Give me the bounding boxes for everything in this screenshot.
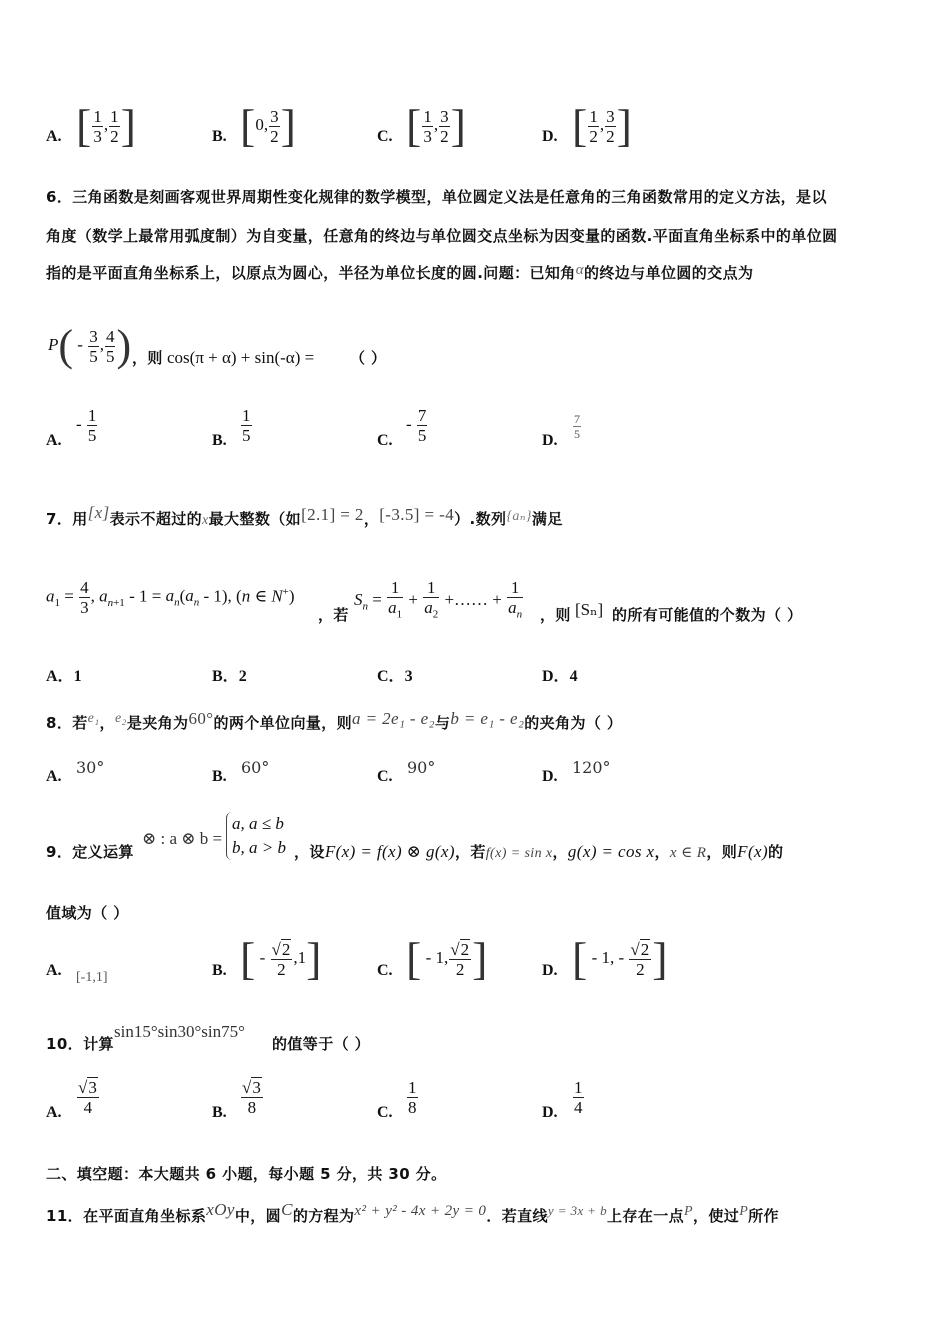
q9-text-3: ，若 (454, 843, 486, 861)
q11-text-3: 的方程为 (292, 1207, 355, 1225)
q7-example-1: [2.1] = 2 (301, 505, 364, 524)
q8-option-b-label: B. (212, 768, 227, 785)
q8-text-5: 的夹角为（ ） (524, 714, 623, 732)
q11-text-4: ．若直线 (486, 1207, 548, 1225)
q9-option-b-label: B. (212, 962, 227, 979)
q8-option-d-label: D. (542, 768, 558, 785)
q11-equation: x² + y² - 4x + 2y = 0 (354, 1203, 487, 1219)
q11-text-2: 中，圆 (234, 1207, 282, 1225)
q9-option-c-label: C. (377, 962, 393, 979)
q9-F: F(x) = f(x) ⊗ g(x) (324, 842, 455, 861)
q9-text-7: 的 (768, 843, 784, 861)
q7-example-2: [-3.5] = -4 (379, 505, 455, 524)
q9-option-d-label: D. (542, 962, 558, 979)
q7-option-c: C．3 (377, 668, 413, 685)
q11-text-7: 所作 (748, 1207, 779, 1225)
q8-option-c-label: C. (377, 768, 393, 785)
q10-option-b-label: B. (212, 1104, 227, 1121)
q9-Fx: F(x) (737, 842, 769, 861)
q8-line (46, 709, 622, 733)
q8-option-a-value: 30° (76, 758, 105, 777)
q7-text-8: 的所有可能值的个数为（ ） (612, 606, 803, 624)
q7-line-1 (46, 503, 563, 529)
q5-option-b-math: [0, $\frac{3}{2}$ ] (240, 100, 296, 151)
q7-option-a: A．1 (46, 668, 82, 685)
q6-ze: ，则 (132, 349, 163, 367)
q6-option-b-math: $\frac{1}{5}$ (242, 406, 251, 445)
q8-text-4: 与 (434, 714, 451, 732)
q6-option-d-label: D. (542, 432, 558, 449)
q7-comma: ， (363, 510, 380, 528)
q9-piecewise (226, 812, 286, 860)
q6-option-a-math: - $\frac{1}{5}$ (76, 406, 97, 445)
q10-expression: sin15°sin30°sin75° (114, 1022, 245, 1041)
q8-sep: ， (99, 714, 115, 732)
q6-answer-paren: （ ） (350, 349, 387, 367)
q9-line-2: 值域为（ ） (46, 904, 129, 922)
q10-option-c-label: C. (377, 1104, 393, 1121)
q10-option-d-math: $\frac{1}{4}$ (574, 1078, 583, 1117)
q7-floor-x: [x] (87, 503, 110, 522)
q10-text-1: 10．计算 (46, 1035, 114, 1053)
q6-option-d-math: $\frac{7}{5}$ (574, 412, 580, 441)
q7-floor-s: [Sₙ] (575, 600, 604, 619)
q8-option-d-value: 120° (572, 758, 611, 777)
q7-seq: {aₙ} (506, 509, 532, 524)
q10-option-b-math: $\frac{√3}{8}$ (242, 1078, 261, 1117)
q9-option-c-math: [ - 1, $\frac{√2}{2}$ ] (406, 933, 488, 984)
q8-option-a-label: A. (46, 768, 62, 785)
question-11 (46, 1200, 779, 1226)
q8-vector-a: a = 2e₁ - e₂ (352, 709, 435, 728)
q7-text-6: ，若 (318, 606, 349, 624)
q6-point: P( - $\frac{3}{5}$ , $\frac{4}{5}$ ) (48, 321, 132, 370)
q10-option-c-math: $\frac{1}{8}$ (408, 1078, 417, 1117)
q9-option-a-label: A. (46, 962, 62, 979)
q5-option-d-math: [ $\frac{1}{2}$ , $\frac{3}{2}$ ] (572, 100, 632, 151)
q8-option-b-value: 60° (241, 758, 270, 777)
q11-text-1: 11．在平面直角坐标系 (46, 1207, 207, 1225)
q7-text-5: 满足 (531, 510, 563, 528)
q9-operator: ⊗ : a ⊗ b = (142, 829, 223, 848)
q11-text-6: ，使过 (692, 1207, 740, 1225)
q9-text-5: ， (654, 843, 670, 861)
q6-line-3b: 的终边与单位圆的交点为 (583, 264, 754, 282)
q6-option-b-label: B. (212, 432, 227, 449)
q6-line-2: 角度（数学上最常用弧度制）为自变量，任意角的终边与单位圆交点坐标为因变量的函数.平面直角坐标系中的单位圆 (46, 227, 838, 245)
q6-line-3 (46, 262, 753, 283)
q11-c: C (281, 1200, 293, 1219)
q11-p: P (684, 1204, 693, 1219)
q5-option-c-math: [ $\frac{1}{3}$ , $\frac{3}{2}$ ] (406, 100, 466, 151)
q8-text-2: 是夹角为 (126, 714, 189, 732)
q7-text-3: 最大整数（如 (208, 510, 302, 528)
q8-vector-b: b = e₁ - e₂ (450, 709, 525, 728)
q11-xoy: xOy (206, 1200, 235, 1219)
q9-text-6: ，则 (706, 843, 738, 861)
section-2-heading: 二、填空题：本大题共 6 小题，每小题 5 分，共 30 分。 (46, 1165, 447, 1183)
q10-option-a-label: A. (46, 1104, 62, 1121)
q11-line: y = 3x + b (547, 1203, 608, 1218)
q8-text-3: 的两个单位向量，则 (213, 714, 353, 732)
q8-angle: 60° (188, 709, 214, 728)
q5-option-d-label: D. (542, 128, 558, 145)
q5-option-a-math: [ $\frac{1}{3}$ , $\frac{1}{2}$ ] (76, 100, 136, 151)
q6-line-3a: 指的是平面直角坐标系上，以原点为圆心，半径为单位长度的圆.问题：已知角 (46, 264, 576, 282)
q7-text-1: 7．用 (46, 510, 88, 528)
q7-option-d: D．4 (542, 668, 578, 685)
q9-text-2: ，设 (294, 843, 325, 861)
q5-option-b-label: B. (212, 128, 227, 145)
q9-option-b-math: [ - $\frac{√2}{2}$ ,1] (240, 933, 322, 984)
q6-option-a-label: A. (46, 432, 62, 449)
q7-option-b: B．2 (212, 668, 247, 685)
q7-recurrence: $a_1$ = $\frac{4}{3}$ , $a_{n+1} - 1 = a_n(a_n - 1)$, (n ∈ N+) (46, 578, 295, 617)
q6-option-c-math: - $\frac{7}{5}$ (406, 406, 427, 445)
q9-case-2: b, a > b (232, 838, 286, 857)
q6-expression: cos(π + α) + sin(-α) = (167, 348, 315, 367)
q9-option-d-math: [ - 1, - $\frac{√2}{2}$ ] (572, 933, 668, 984)
q6-line-1: 6．三角函数是刻画客观世界周期性变化规律的数学模型，单位圆定义法是任意角的三角函数常用的定义方法，是以 (46, 188, 827, 206)
q7-x: x (202, 513, 209, 528)
q7-text-2: 表示不超过的 (109, 510, 203, 528)
q8-e2: e₂ (114, 711, 127, 726)
q9-f: f(x) = sin x (485, 846, 553, 861)
q9-option-a-math: [-1,1] (76, 970, 108, 985)
q10-option-d-label: D. (542, 1104, 558, 1121)
q11-text-5: 上存在一点 (607, 1207, 685, 1225)
q7-text-7: ，则 (540, 606, 571, 624)
q10-text-2: 的值等于（ ） (272, 1035, 371, 1053)
q5-option-c-label: C. (377, 128, 393, 145)
q7-sum: $S_n$ = $\frac{1}{a_1}$ + $\frac{1}{a_2}$ +…… + $\frac{1}{a_n}$ (354, 578, 523, 621)
q9-text-4: ， (552, 843, 568, 861)
q6-alpha: α (575, 262, 584, 278)
q10-option-a-math: $\frac{√3}{4}$ (78, 1078, 97, 1117)
q9-domain: x ∈ R (669, 845, 707, 861)
q6-option-c-label: C. (377, 432, 393, 449)
q9-line-1-rest (294, 841, 783, 862)
q11-p2: P (739, 1204, 749, 1219)
q8-e1: e₁ (87, 711, 100, 726)
q8-text-1: 8．若 (46, 714, 88, 732)
q9-g: g(x) = cos x (567, 842, 655, 861)
q8-option-c-value: 90° (407, 758, 436, 777)
q7-text-4: ）.数列 (454, 510, 507, 528)
q9-case-1: a, a ≤ b (232, 814, 284, 833)
q5-option-a-label: A. (46, 128, 62, 145)
q9-text-1: 9．定义运算 (46, 843, 134, 861)
